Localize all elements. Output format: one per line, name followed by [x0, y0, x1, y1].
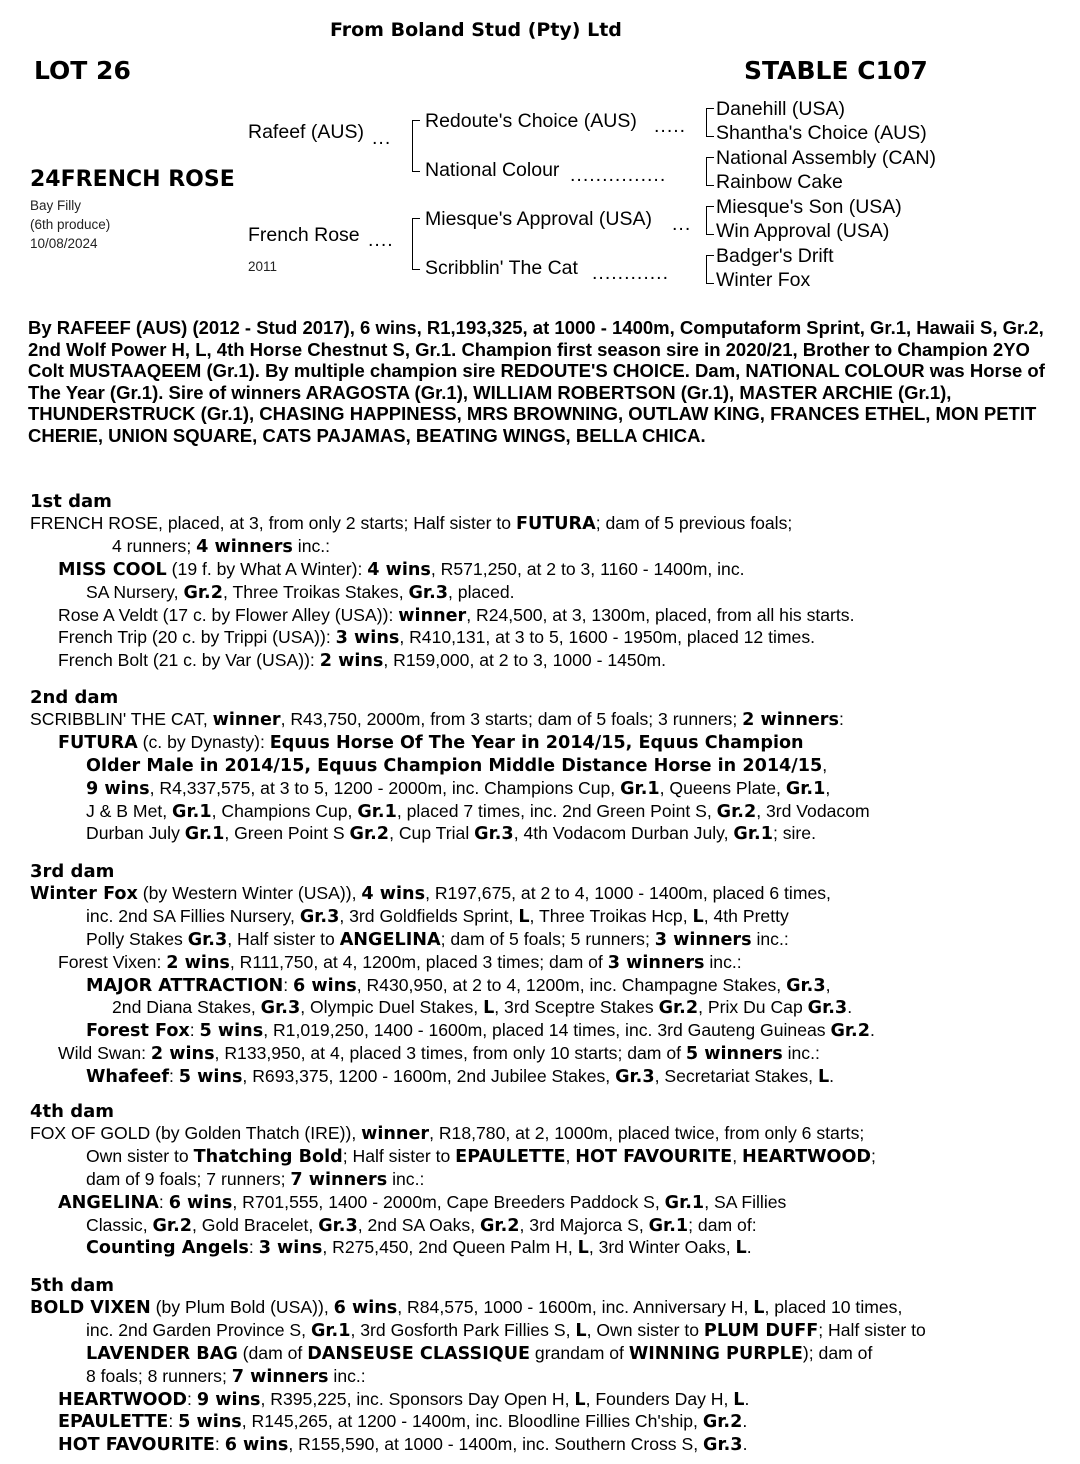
- pedigree-bracket: [412, 218, 420, 270]
- bold-text: L: [817, 1067, 830, 1088]
- text: , 3rd Gosforth Park Fillies S,: [350, 1319, 576, 1340]
- text: , Prix Du Cap: [698, 997, 808, 1018]
- pedigree-dots: ...............: [570, 164, 667, 186]
- text: inc.:: [751, 928, 789, 949]
- bold-text: 2 winners: [742, 709, 839, 730]
- record-line: [30, 952, 1070, 975]
- pedigree-gen3: National Assembly (CAN): [716, 147, 936, 169]
- record-line: [30, 997, 1070, 1020]
- section-heading: 4th dam: [30, 1101, 114, 1122]
- bold-text: Gr.3: [260, 998, 301, 1019]
- record-line: [30, 1389, 1070, 1412]
- record-line: [30, 778, 1070, 801]
- record-line: [30, 1169, 1070, 1192]
- pedigree-gen3: Miesque's Son (USA): [716, 196, 902, 218]
- text: (by Western Winter (USA)),: [137, 882, 362, 903]
- bold-text: Gr.1: [310, 1320, 351, 1341]
- bold-text: 3 wins: [258, 1238, 323, 1259]
- record-line: [30, 513, 1070, 536]
- text: ;: [871, 1145, 876, 1166]
- text: :: [838, 708, 844, 729]
- pedigree-gen3: Rainbow Cake: [716, 171, 843, 193]
- text: ,: [825, 974, 831, 995]
- text: Classic,: [86, 1214, 153, 1235]
- text: , Olympic Duel Stakes,: [300, 997, 484, 1018]
- pedigree-dots: ....: [368, 229, 394, 251]
- bold-text: ANGELINA: [58, 1192, 159, 1213]
- text: , R571,250, at 2 to 3, 1160 - 1400m, inc.: [430, 558, 745, 579]
- pedigree-sire: Rafeef (AUS): [248, 121, 364, 143]
- stable-number: STABLE C107: [744, 56, 928, 85]
- bold-text: WINNING PURPLE: [628, 1343, 803, 1364]
- text: , R4,337,575, at 3 to 5, 1200 - 2000m, inc. Champions Cup,: [149, 777, 621, 798]
- text: 4 runners;: [112, 535, 197, 556]
- bold-text: PLUM DUFF: [703, 1320, 819, 1341]
- bold-text: 6 wins: [333, 1297, 398, 1318]
- text: , R197,675, at 2 to 4, 1000 - 1400m, placed 6 times,: [425, 882, 831, 903]
- pedigree-dam-sire: Miesque's Approval (USA): [425, 208, 652, 230]
- bold-text: Gr.2: [479, 1215, 520, 1236]
- bold-text: EPAULETTE: [455, 1146, 566, 1167]
- record-line: [30, 801, 1070, 824]
- text: grandam of: [530, 1342, 629, 1363]
- bold-text: 4 winners: [196, 536, 293, 557]
- text: , R701,555, 1400 - 2000m, Cape Breeders Paddock S,: [232, 1191, 665, 1212]
- text: , 3rd Vodacom: [756, 800, 870, 821]
- horse-name: 24FRENCH ROSE: [30, 167, 235, 192]
- text: , 3rd Winter Oaks,: [588, 1237, 736, 1258]
- text: .: [742, 1411, 748, 1432]
- bold-text: L: [483, 998, 495, 1019]
- text: SCRIBBLIN' THE CAT,: [30, 708, 213, 729]
- bold-text: Gr.2: [183, 582, 223, 603]
- text: .: [744, 1388, 750, 1409]
- text: , Own sister to: [586, 1319, 704, 1340]
- bold-text: L: [518, 906, 530, 927]
- bold-text: 9 wins: [196, 1389, 261, 1410]
- bold-text: HOT FAVOURITE: [58, 1435, 215, 1456]
- text: , placed 10 times,: [764, 1296, 903, 1317]
- bold-text: Forest Fox: [86, 1021, 190, 1042]
- pedigree-dots: .....: [654, 115, 687, 137]
- text: , R43,750, 2000m, from 3 starts; dam of 5 foals; 3 runners;: [280, 708, 743, 729]
- bold-text: Gr.2: [702, 1412, 743, 1433]
- section-5th-dam: [30, 1275, 1070, 1457]
- bold-text: winner: [398, 605, 467, 626]
- record-line: [30, 732, 1070, 755]
- text: French Bolt (21 c. by Var (USA)):: [58, 650, 320, 671]
- bold-text: DANSEUSE CLASSIQUE: [307, 1343, 531, 1364]
- bold-text: Gr.3: [408, 582, 449, 603]
- text: FRENCH ROSE, placed, at 3, from only 2 starts; Half sister to: [30, 512, 516, 533]
- record-line: [30, 627, 1070, 650]
- bold-text: Gr.1: [172, 801, 212, 822]
- bold-text: EPAULETTE: [58, 1412, 169, 1433]
- bold-text: HEARTWOOD: [58, 1389, 188, 1410]
- text: , Founders Day H,: [585, 1388, 734, 1409]
- text: Durban July: [86, 823, 185, 844]
- bold-text: Whafeef: [86, 1067, 169, 1088]
- pedigree-sire-sire: Redoute's Choice (AUS): [425, 110, 637, 132]
- bold-text: Gr.1: [733, 824, 773, 845]
- bold-text: Gr.3: [807, 998, 848, 1019]
- record-line: [30, 823, 1070, 846]
- bold-text: L: [577, 1238, 589, 1259]
- text: SA Nursery,: [86, 581, 184, 602]
- text: :: [283, 974, 294, 995]
- text: inc. 2nd Garden Province S,: [86, 1319, 311, 1340]
- pedigree-dam-year: 2011: [248, 259, 278, 274]
- bold-text: Equus Horse Of The Year in 2014/15, Equus Champion: [269, 732, 804, 753]
- text: (c. by Dynasty):: [137, 731, 270, 752]
- text: inc.:: [387, 1168, 425, 1189]
- bold-text: Gr.2: [658, 998, 699, 1019]
- pedigree-gen3: Shantha's Choice (AUS): [716, 122, 927, 144]
- record-line: [30, 650, 1070, 673]
- record-line: [30, 883, 1070, 906]
- bold-text: Gr.3: [615, 1067, 655, 1088]
- pedigree-bracket: [412, 120, 420, 172]
- bold-text: 7 winners: [290, 1169, 388, 1190]
- record-line: [30, 1066, 1070, 1089]
- text: :: [187, 1388, 197, 1409]
- text: , R1,019,250, 1400 - 1600m, placed 14 times, inc. 3rd Gauteng Guineas: [263, 1020, 831, 1041]
- pedigree-dots: ...: [672, 213, 692, 235]
- text: .: [746, 1237, 752, 1258]
- record-line: [30, 1043, 1070, 1066]
- bold-text: L: [733, 1389, 745, 1410]
- bold-text: 6 wins: [168, 1192, 233, 1213]
- record-line: [30, 975, 1070, 998]
- text: :: [248, 1237, 259, 1258]
- text: , 3rd Goldfields Sprint,: [339, 905, 519, 926]
- record-line: [30, 1215, 1070, 1238]
- pedigree-gen3: Danehill (USA): [716, 98, 845, 120]
- text: ; dam of 5 foals; 5 runners;: [440, 928, 655, 949]
- text: , R275,450, 2nd Queen Palm H,: [322, 1237, 578, 1258]
- bold-text: Gr.3: [318, 1215, 358, 1236]
- bold-text: Gr.2: [716, 801, 757, 822]
- text: , 3rd Majorca S,: [519, 1214, 649, 1235]
- sire-description: By RAFEEF (AUS) (2012 - Stud 2017), 6 wins, R1,193,325, at 1000 - 1400m, Computaform Sprint, Gr.1, Hawaii S, Gr.2, 2nd Wolf Power H, L, 4th Horse Chestnut S, Gr.1. Champion first season sire in 2020/21, Brother to Champion 2YO Colt MUSTAAQEEM (Gr.1). By multiple champion sire REDOUTE'S CHOICE. Dam, NATIONAL COLOUR was Horse of The Year (Gr.1). Sire of winners ARAGOSTA (Gr.1), WILLIAM ROBERTSON (Gr.1), MASTER ARCHIE (Gr.1), THUNDERSTRUCK (Gr.1), CHASING HAPPINESS, MRS BROWNING, OUTLAW KING, FRANCES ETHEL, MON PETIT CHERIE, UNION SQUARE, CATS PAJAMAS, BEATING WINGS, BELLA CHICA.: [28, 317, 1045, 446]
- record-line: [30, 1123, 1070, 1146]
- record-line: [30, 709, 1070, 732]
- text: :: [214, 1434, 225, 1455]
- record-line: [30, 1366, 1070, 1389]
- text: J & B Met,: [86, 800, 173, 821]
- section-heading: 3rd dam: [30, 861, 115, 882]
- bold-text: MAJOR ATTRACTION: [86, 975, 284, 996]
- text: :: [189, 1020, 200, 1041]
- record-line: [30, 559, 1070, 582]
- text: , Secretariat Stakes,: [654, 1066, 818, 1087]
- section-4th-dam: [30, 1101, 1070, 1260]
- text: , R111,750, at 4, 1200m, placed 3 times; dam of: [229, 951, 608, 972]
- section-heading: 2nd dam: [30, 687, 119, 708]
- text: Polly Stakes: [86, 928, 188, 949]
- text: , R410,131, at 3 to 5, 1600 - 1950m, placed 12 times.: [399, 627, 815, 648]
- text: FOX OF GOLD (by Golden Thatch (IRE)),: [30, 1122, 362, 1143]
- text: , Half sister to: [227, 928, 340, 949]
- bold-text: winner: [212, 709, 281, 730]
- text: ,: [822, 754, 828, 775]
- record-line: [30, 906, 1070, 929]
- bold-text: 5 wins: [178, 1067, 243, 1088]
- text: , R133,950, at 4, placed 3 times, from only 10 starts; dam of: [214, 1043, 686, 1064]
- pedigree-sire-dam: National Colour: [425, 159, 560, 181]
- record-line: [30, 582, 1070, 605]
- text: , R18,780, at 2, 1000m, placed twice, from only 6 starts;: [429, 1122, 865, 1143]
- text: inc.:: [782, 1043, 820, 1064]
- text: , SA Fillies: [704, 1191, 787, 1212]
- bold-text: Gr.3: [187, 929, 228, 950]
- bold-text: L: [574, 1389, 586, 1410]
- bold-text: L: [735, 1238, 747, 1259]
- record-line: [30, 1297, 1070, 1320]
- bold-text: Gr.3: [786, 975, 826, 996]
- pedigree-bracket: [706, 255, 714, 284]
- bold-text: Gr.1: [664, 1192, 705, 1213]
- text: Own sister to: [86, 1145, 194, 1166]
- pedigree-dam: French Rose: [248, 224, 360, 246]
- section-heading: 1st dam: [30, 491, 112, 512]
- text: , placed.: [448, 581, 515, 602]
- text: ,: [732, 1145, 742, 1166]
- bold-text: FUTURA: [515, 513, 596, 534]
- text: ,: [565, 1145, 576, 1166]
- text: , R430,950, at 2 to 4, 1200m, inc. Champagne Stakes,: [356, 974, 787, 995]
- bold-text: Gr.2: [830, 1021, 870, 1042]
- bold-text: Gr.2: [349, 824, 390, 845]
- section-1st-dam: [30, 491, 1070, 673]
- bold-text: 6 wins: [224, 1435, 289, 1456]
- text: .: [870, 1020, 875, 1041]
- bold-text: 3 wins: [335, 628, 400, 649]
- text: Forest Vixen:: [58, 951, 167, 972]
- text: ); dam of: [802, 1342, 873, 1363]
- bold-text: L: [575, 1320, 587, 1341]
- bold-text: Older Male in 2014/15, Equus Champion Middle Distance Horse in 2014/15: [86, 755, 823, 776]
- record-line: [30, 1320, 1070, 1343]
- bold-text: L: [692, 906, 704, 927]
- bold-text: HEARTWOOD: [741, 1146, 872, 1167]
- bold-text: 4 wins: [367, 559, 431, 580]
- text: , 4th Pretty: [703, 905, 789, 926]
- text: ; Half sister to: [818, 1319, 926, 1340]
- bold-text: 7 winners: [231, 1366, 329, 1387]
- text: inc.:: [292, 535, 331, 556]
- text: , placed 7 times, inc. 2nd Green Point S,: [396, 800, 717, 821]
- pedigree-gen3: Win Approval (USA): [716, 220, 890, 242]
- pedigree-bracket: [706, 157, 714, 186]
- bold-text: ANGELINA: [339, 929, 441, 950]
- bold-text: Winter Fox: [30, 883, 138, 904]
- bold-text: 4 wins: [361, 883, 426, 904]
- text: ; dam of:: [688, 1214, 757, 1235]
- bold-text: 2 wins: [319, 651, 384, 672]
- bold-text: Gr.3: [703, 1435, 743, 1456]
- horse-produce: (6th produce): [30, 217, 111, 232]
- pedigree-dam-dam: Scribblin' The Cat: [425, 257, 578, 279]
- bold-text: LAVENDER BAG: [86, 1343, 238, 1364]
- consignor-line: From Boland Stud (Pty) Ltd: [330, 19, 622, 41]
- text: , Green Point S: [224, 823, 350, 844]
- pedigree-gen3: Badger's Drift: [716, 245, 834, 267]
- horse-dob: 10/08/2024: [30, 236, 98, 251]
- text: ,: [825, 777, 831, 798]
- text: , Queens Plate,: [659, 777, 786, 798]
- record-line: [30, 536, 1070, 559]
- bold-text: winner: [361, 1123, 430, 1144]
- bold-text: Gr.1: [785, 778, 826, 799]
- pedigree-dots: ...: [372, 127, 392, 149]
- text: :: [158, 1191, 169, 1212]
- record-line: [30, 605, 1070, 628]
- record-line: [30, 929, 1070, 952]
- text: , Three Troikas Stakes,: [223, 581, 409, 602]
- bold-text: 9 wins: [86, 778, 150, 799]
- text: .: [847, 997, 853, 1018]
- bold-text: 5 wins: [199, 1021, 264, 1042]
- bold-text: 3 winners: [607, 952, 705, 973]
- bold-text: Counting Angels: [86, 1238, 249, 1259]
- bold-text: BOLD VIXEN: [30, 1297, 151, 1318]
- text: Rose A Veldt (17 c. by Flower Alley (USA)):: [58, 604, 399, 625]
- bold-text: HOT FAVOURITE: [575, 1146, 733, 1167]
- record-line: [30, 1192, 1070, 1215]
- pedigree-bracket: [706, 108, 714, 137]
- text: (dam of: [237, 1342, 308, 1363]
- text: :: [168, 1411, 179, 1432]
- pedigree-bracket: [706, 206, 714, 235]
- bold-text: 2 wins: [150, 1044, 215, 1065]
- bold-text: FUTURA: [58, 732, 138, 753]
- text: , 2nd SA Oaks,: [357, 1214, 480, 1235]
- text: Wild Swan:: [58, 1043, 151, 1064]
- text: ; sire.: [772, 823, 816, 844]
- text: (19 f. by What A Winter):: [166, 558, 368, 579]
- bold-text: 2 wins: [166, 952, 230, 973]
- bold-text: Gr.3: [299, 906, 340, 927]
- bold-text: Gr.2: [152, 1215, 193, 1236]
- section-3rd-dam: [30, 861, 1070, 1089]
- text: , R155,590, at 1000 - 1400m, inc. Southern Cross S,: [288, 1434, 704, 1455]
- lot-number: LOT 26: [34, 56, 131, 85]
- text: inc.:: [328, 1365, 366, 1386]
- text: (by Plum Bold (USA)),: [150, 1296, 334, 1317]
- text: ; Half sister to: [342, 1145, 456, 1166]
- record-line: [30, 1434, 1070, 1457]
- bold-text: 3 winners: [654, 929, 752, 950]
- text: , R159,000, at 2 to 3, 1000 - 1450m.: [383, 650, 667, 671]
- pedigree-gen3: Winter Fox: [716, 269, 811, 291]
- text: .: [829, 1066, 835, 1087]
- text: , Three Troikas Hcp,: [529, 905, 693, 926]
- bold-text: 6 wins: [293, 975, 357, 996]
- text: inc.:: [704, 951, 742, 972]
- text: .: [742, 1434, 748, 1455]
- text: ; dam of 5 previous foals;: [595, 512, 793, 533]
- text: , R24,500, at 3, 1300m, placed, from all his starts.: [466, 604, 855, 625]
- text: , 3rd Sceptre Stakes: [494, 997, 659, 1018]
- bold-text: 5 winners: [685, 1044, 783, 1065]
- text: French Trip (20 c. by Trippi (USA)):: [58, 627, 336, 648]
- record-line: [30, 1343, 1070, 1366]
- text: , Gold Bracelet,: [192, 1214, 319, 1235]
- record-line: [30, 1237, 1070, 1260]
- text: :: [168, 1066, 179, 1087]
- section-heading: 5th dam: [30, 1275, 114, 1296]
- pedigree-dots: ............: [592, 262, 670, 284]
- record-line: [30, 1411, 1070, 1434]
- bold-text: L: [753, 1297, 765, 1318]
- bold-text: Gr.1: [357, 801, 397, 822]
- bold-text: Thatching Bold: [193, 1146, 343, 1167]
- record-line: [30, 1020, 1070, 1043]
- text: , R395,225, inc. Sponsors Day Open H,: [260, 1388, 575, 1409]
- bold-text: MISS COOL: [58, 559, 167, 580]
- text: 2nd Diana Stakes,: [112, 997, 261, 1018]
- bold-text: Gr.1: [184, 824, 225, 845]
- text: , R145,265, at 1200 - 1400m, inc. Bloodline Fillies Ch'ship,: [241, 1411, 703, 1432]
- record-line: [30, 1146, 1070, 1169]
- text: , R693,375, 1200 - 1600m, 2nd Jubilee Stakes,: [242, 1066, 616, 1087]
- text: , Cup Trial: [389, 823, 475, 844]
- text: , Champions Cup,: [211, 800, 358, 821]
- text: 8 foals; 8 runners;: [86, 1365, 232, 1386]
- text: inc. 2nd SA Fillies Nursery,: [86, 905, 300, 926]
- bold-text: Gr.3: [474, 824, 514, 845]
- section-2nd-dam: [30, 687, 1070, 846]
- bold-text: Gr.1: [648, 1215, 689, 1236]
- horse-color-sex: Bay Filly: [30, 198, 82, 213]
- text: , R84,575, 1000 - 1600m, inc. Anniversary H,: [397, 1296, 754, 1317]
- record-line: [30, 755, 1070, 778]
- text: , 4th Vodacom Durban July,: [513, 823, 734, 844]
- text: dam of 9 foals; 7 runners;: [86, 1168, 291, 1189]
- bold-text: 5 wins: [178, 1412, 242, 1433]
- bold-text: Gr.1: [620, 778, 660, 799]
